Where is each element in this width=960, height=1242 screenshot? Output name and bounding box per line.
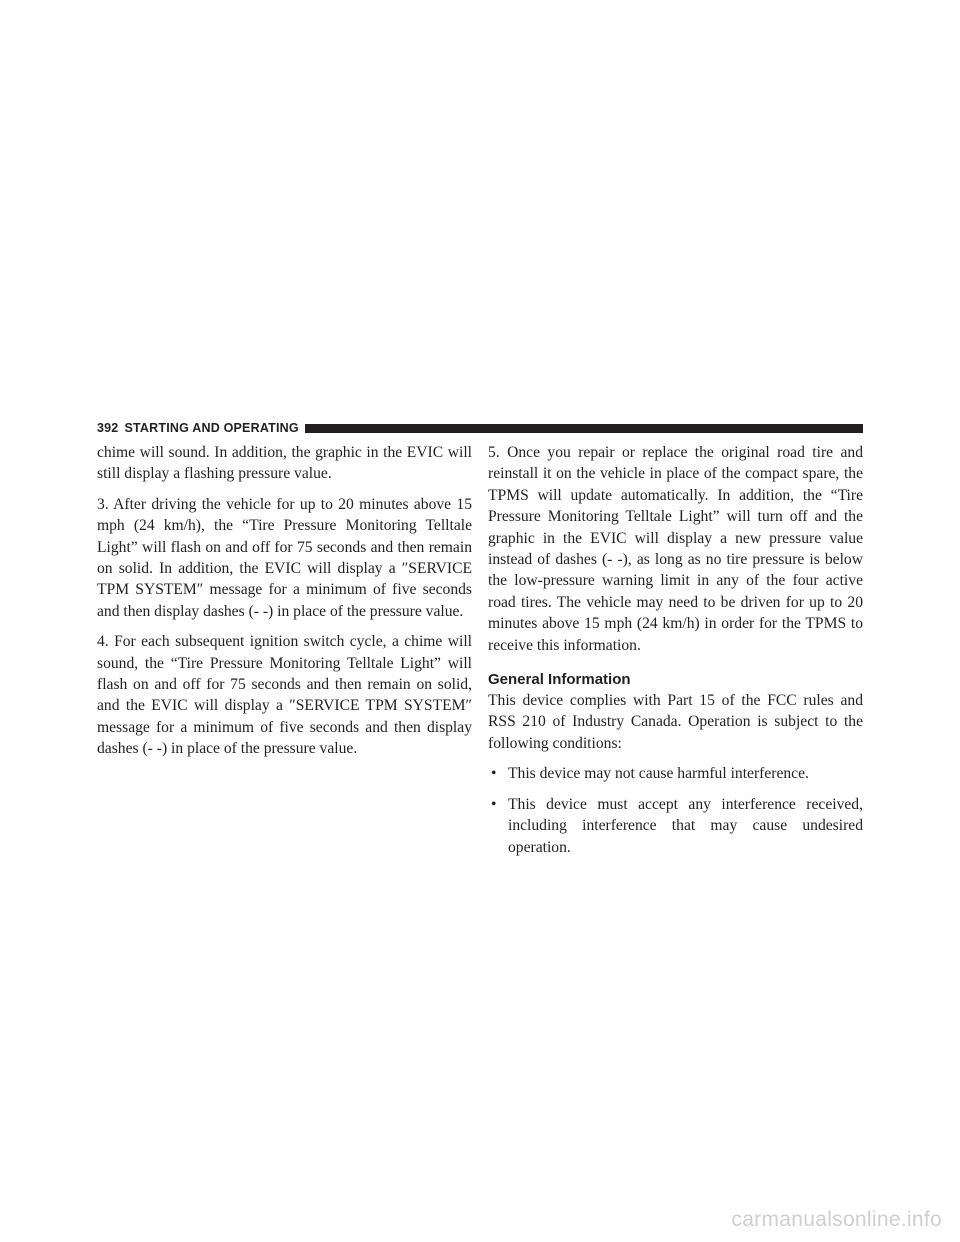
bullet-icon: • — [491, 765, 497, 783]
left-column — [97, 442, 472, 769]
page-number: 392 — [97, 421, 119, 435]
list-item — [488, 794, 863, 858]
paragraph-step-4: 4. For each subsequent ignition switch cycle, a chime will sound, the “Tire Pressure Monitoring Telltale Light” will flash on and off for 75 seconds and then remain on solid, and the EVIC will display a ″SERVICE TPM SYSTEM″ message for a minimum of five seconds and then display dashes (- -) in place of the pressure value. — [97, 633, 472, 758]
list-item — [488, 763, 863, 784]
section-subheading: General Information — [488, 671, 631, 689]
paragraph-continuation: chime will sound. In addition, the graphic in the EVIC will still display a flashing pressure value. — [97, 444, 472, 483]
list-item-text: This device may not cause harmful interference. — [508, 765, 809, 783]
watermark: carmanualsonline.info — [731, 1208, 942, 1231]
right-column — [488, 442, 863, 867]
paragraph-fcc-intro: This device complies with Part 15 of the FCC rules and RSS 210 of Industry Canada. Operation is subject to the following conditions: — [488, 692, 863, 752]
bullet-icon: • — [491, 795, 497, 813]
page-header — [97, 418, 863, 438]
paragraph-step-3: 3. After driving the vehicle for up to 20 minutes above 15 mph (24 km/h), the “Tire Pressure Monitoring Telltale Light” will flash on and off for 75 seconds and then remain on solid. In addition, the EVIC will display a ″SERVICE TPM SYSTEM″ message for a minimum of five seconds and then display dashes (- -) in place of the pressure value. — [97, 495, 472, 620]
conditions-list — [488, 763, 863, 858]
section-title: STARTING AND OPERATING — [124, 421, 299, 435]
paragraph-step-5: 5. Once you repair or replace the original road tire and reinstall it on the vehicle in place of the compact spare, the TPMS will update automatically. In addition, the “Tire Pressure Monitoring Telltale Light” will turn off and the graphic in the EVIC will display a new pressure value instead of dashes (- -), as long as no tire pressure is below the low-pressure warning limit in any of the four active road tires. The vehicle may need to be driven for up to 20 minutes above 15 mph (24 km/h) in order for the TPMS to receive this information. — [488, 444, 863, 654]
header-rule — [305, 424, 863, 433]
list-item-text: This device must accept any interference received, including interference that may cause undesired operation. — [508, 795, 863, 856]
